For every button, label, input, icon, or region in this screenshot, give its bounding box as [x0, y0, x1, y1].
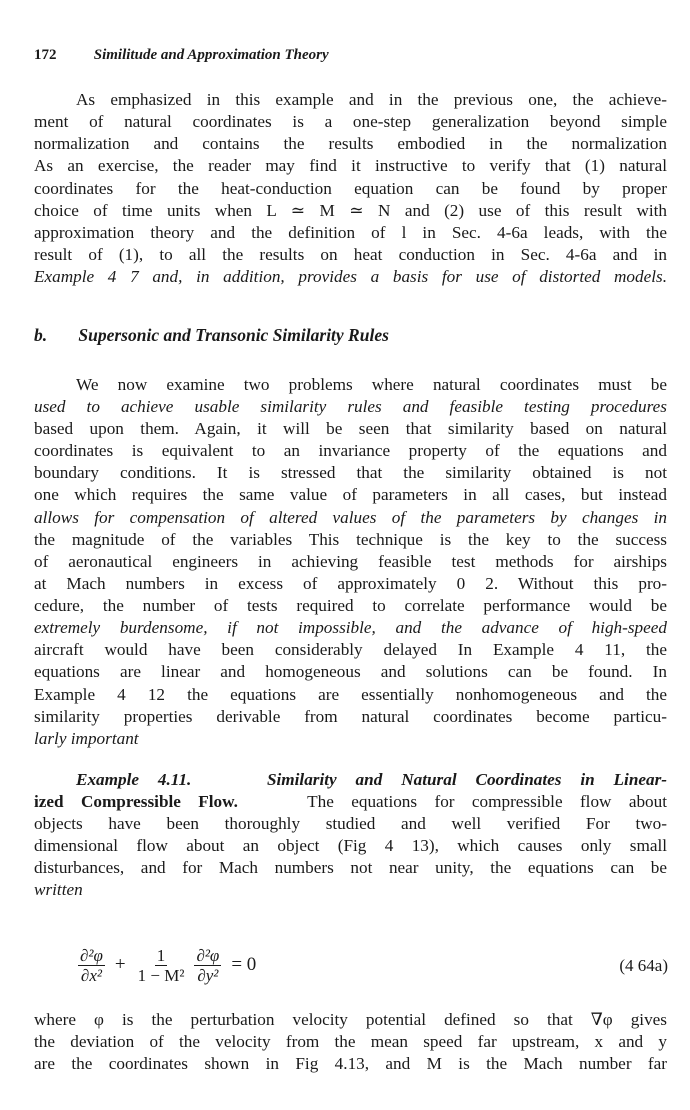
section-letter: b.	[34, 325, 48, 345]
text-line: ment of natural coordinates is a one-step generalization beyond simple	[34, 112, 667, 131]
equation-4-64a	[74, 940, 262, 990]
text-line: cedure, the number of tests required to correlate performance would be	[34, 596, 667, 615]
example-label: Example 4.11.	[76, 770, 192, 789]
equals-zero: = 0	[231, 954, 257, 975]
text-line: where φ is the perturbation velocity potential defined so that ∇φ gives	[34, 1010, 667, 1029]
section-title: Supersonic and Transonic Similarity Rules	[78, 325, 389, 345]
fraction-d2phi-dx2: $\frac{\text{∂²φ}}{\text{∂x²}}$	[80, 945, 103, 985]
text-line: Example 4 12 the equations are essentially nonhomogeneous and the	[34, 685, 667, 704]
text-line: one which requires the same value of parameters in all cases, but instead	[34, 485, 667, 504]
text-line: As emphasized in this example and in the previous one, the achieve-	[76, 90, 667, 109]
text-line: coordinates is equivalent to an invariance property of the equations and	[34, 441, 667, 460]
text-line: at Mach numbers in excess of approximately 0 2. Without this pro-	[34, 574, 667, 593]
text-line: allows for compensation of altered values of the parameters by changes in	[34, 508, 667, 527]
text-line: the magnitude of the variables This technique is the key to the success	[34, 530, 667, 549]
text-line: of aeronautical engineers in achieving feasible test methods for airships	[34, 552, 667, 571]
fraction-d2phi-dy2: $\frac{\text{∂²φ}}{\text{∂y²}}$	[196, 945, 220, 985]
example-title: Similarity and Natural Coordinates in Linear-	[266, 770, 668, 789]
text-line: As an exercise, the reader may find it instructive to verify that (1) natural	[34, 156, 667, 175]
text-line: written	[34, 880, 83, 899]
text-line: approximation theory and the definition of l in Sec. 4-6a leads, with the	[34, 223, 667, 242]
text-line: extremely burdensome, if not impossible, and the advance of high-speed	[34, 618, 667, 637]
fraction-mach-factor: $\frac{1}{\text{1 − M²}}$	[137, 945, 185, 985]
plus-sign: +	[114, 954, 126, 975]
text-line: are the coordinates shown in Fig 4.13, and M is the Mach number far	[34, 1054, 667, 1073]
text-line: used to achieve usable similarity rules and feasible testing procedures	[34, 397, 667, 416]
text-line: choice of time units when L ≃ M ≃ N and (2) use of this result with	[34, 201, 667, 220]
text-line: similarity properties derivable from natural coordinates become particu-	[34, 707, 667, 726]
text-line: aircraft would have been considerably delayed In Example 4 11, the	[34, 640, 667, 659]
text-line: Example 4 7 and, in addition, provides a basis for use of distorted models.	[34, 267, 667, 286]
section-heading	[34, 325, 389, 346]
text-line: objects have been thoroughly studied and well verified For two-	[34, 814, 667, 833]
example-title-cont: ized Compressible Flow.	[34, 792, 238, 811]
text-line: larly important	[34, 729, 139, 748]
text-line: the deviation of the velocity from the mean speed far upstream, x and y	[34, 1032, 667, 1051]
equation-number: (4 64a)	[619, 956, 668, 975]
example-line	[34, 792, 667, 812]
text-line: normalization and contains the results embodied in the normalization	[34, 134, 667, 153]
example-text: The equations for compressible flow about	[307, 792, 668, 811]
example-heading-line	[76, 770, 667, 790]
text-line: coordinates for the heat-conduction equation can be found by proper	[34, 179, 667, 198]
text-line: dimensional flow about an object (Fig 4 13), which causes only small	[34, 836, 667, 855]
text-line: result of (1), to all the results on heat conduction in Sec. 4-6a and in	[34, 245, 667, 264]
text-line: boundary conditions. It is stressed that the similarity obtained is not	[34, 463, 667, 482]
running-head	[34, 47, 329, 64]
page-number: 172	[34, 47, 57, 63]
text-line: disturbances, and for Mach numbers not near unity, the equations can be	[34, 858, 667, 877]
text-line: equations are linear and homogeneous and solutions can be found. In	[34, 662, 667, 681]
running-title: Similitude and Approximation Theory	[93, 47, 329, 63]
text-line: based upon them. Again, it will be seen that similarity based on natural	[34, 419, 667, 438]
text-line: We now examine two problems where natural coordinates must be	[76, 375, 667, 394]
